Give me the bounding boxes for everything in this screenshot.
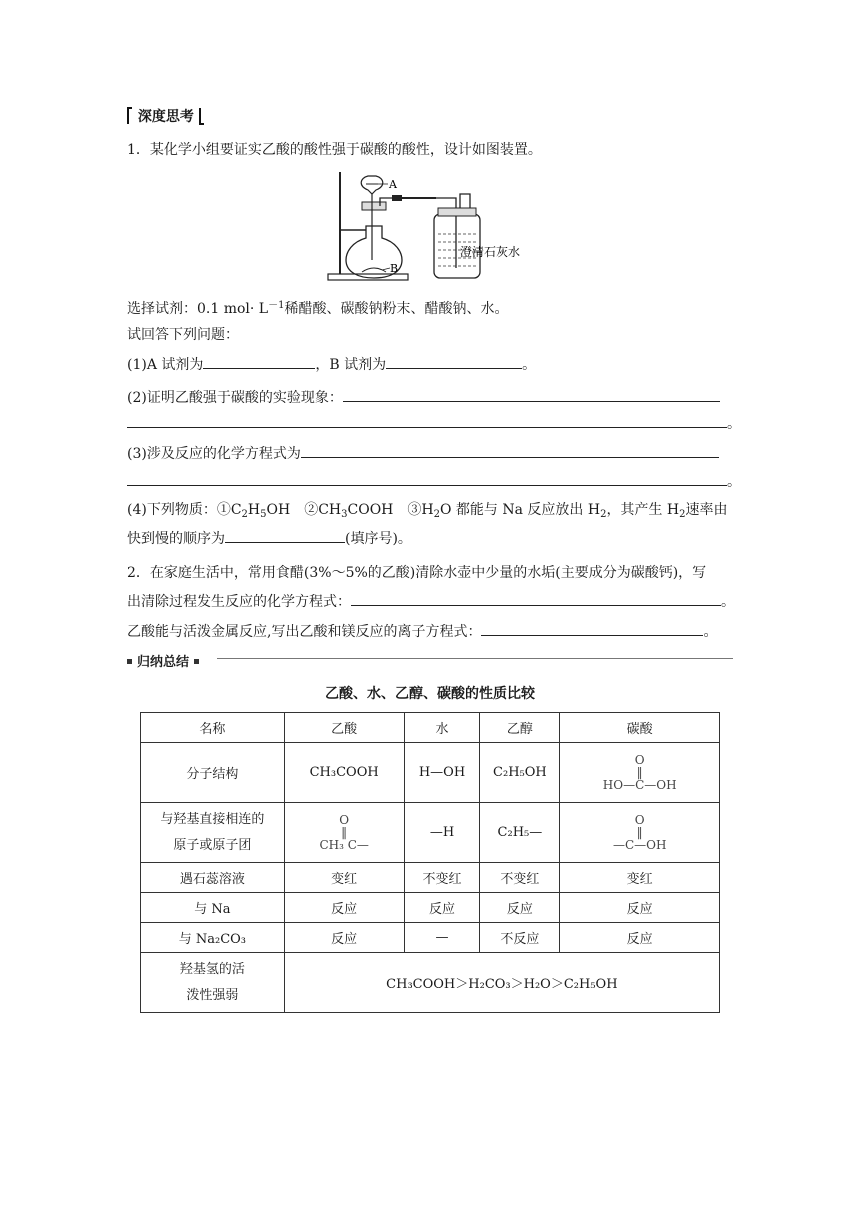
part3-label: (3)涉及反应的化学方程式为: [127, 446, 301, 462]
cell-ethanol-na2co3: 不反应: [480, 923, 560, 953]
sub-2a: 2: [241, 509, 248, 520]
part1-label-b: ，B 试剂为: [315, 357, 387, 373]
cell-water-structure: H—OH: [404, 743, 480, 803]
part4-text-f: ，其产生 H: [606, 502, 680, 518]
cell-ethanol-litmus: 不变红: [480, 863, 560, 893]
q2-line3: [127, 621, 717, 642]
double-bond-icon: ‖: [636, 764, 643, 779]
activity-label-line2: 泼性强弱: [186, 987, 239, 1003]
part4-suffix: (填序号)。: [345, 531, 412, 547]
row-label-litmus: 遇石蕊溶液: [141, 863, 285, 893]
carbonic-structure-formula: [603, 753, 677, 793]
part4-text-e: O 都能与 Na 反应放出 H: [439, 502, 601, 518]
comparison-table: [140, 712, 720, 1013]
table-row-structure: [141, 743, 720, 803]
double-bond-icon: ‖: [636, 824, 643, 839]
cell-acetic-structure: CH₃COOH: [284, 743, 404, 803]
cell-water-na2co3: —: [404, 923, 480, 953]
header-acetic: 乙酸: [284, 713, 404, 743]
cell-acetic-litmus: 变红: [284, 863, 404, 893]
part4-text-b: H: [247, 502, 261, 518]
answer-blank-part3-line2[interactable]: [127, 471, 727, 486]
q1-part1: [127, 354, 536, 375]
q1-prompt: 试回答下列问题：: [127, 327, 239, 343]
cell-acetic-group: [284, 803, 404, 863]
header-ethanol: 乙醇: [480, 713, 560, 743]
part2-label: (2)证明乙酸强于碳酸的实验现象：: [127, 390, 343, 406]
table-header-row: [141, 713, 720, 743]
part4-text-d: COOH ③H: [347, 502, 434, 518]
carbonic-backbone: HO—C—OH: [602, 777, 677, 792]
square-bullet-icon: [127, 659, 132, 664]
row-label-activity: [141, 953, 285, 1013]
table-row-litmus: [141, 863, 720, 893]
label-b: B: [390, 262, 399, 275]
cell-carbonic-group: [560, 803, 720, 863]
part4-text-g: 速率由: [685, 502, 728, 518]
part1-end: 。: [522, 357, 537, 373]
carboxyl-backbone: —C—OH: [612, 837, 667, 852]
section-heading: [127, 106, 205, 126]
answer-blank-part4[interactable]: [225, 528, 345, 543]
label-a: A: [389, 178, 397, 191]
sub-2c: 2: [600, 509, 607, 520]
header-name: 名称: [141, 713, 285, 743]
table-row-na2co3: [141, 923, 720, 953]
q1-part3-cont: [127, 471, 741, 492]
carbonyl-o: O: [634, 752, 645, 767]
group-label-line1: 与羟基直接相连的: [160, 811, 265, 827]
part4-text-c: OH ②CH: [266, 502, 342, 518]
q1-part2: [127, 387, 720, 408]
answer-blank-b[interactable]: [386, 354, 522, 369]
row-label-na2co3: 与 Na₂CO₃: [141, 923, 285, 953]
square-bullet-icon: [194, 659, 199, 664]
answer-blank-q2-equation[interactable]: [351, 591, 721, 606]
sub-2b: 2: [433, 509, 440, 520]
q1-reagents: [127, 296, 508, 319]
cell-water-na: 反应: [404, 893, 480, 923]
cell-ethanol-group: C₂H₅—: [480, 803, 560, 863]
answer-blank-q2-ionic[interactable]: [481, 621, 703, 636]
summary-rule: [217, 658, 733, 659]
q1-part4-line1: [127, 500, 727, 525]
header-water: 水: [404, 713, 480, 743]
bottle-label: 澄清石灰水: [460, 245, 521, 259]
reagents-sup: －1: [268, 300, 285, 311]
q2-line2: [127, 591, 735, 612]
cell-ethanol-structure: C₂H₅OH: [480, 743, 560, 803]
cell-carbonic-litmus: 变红: [560, 863, 720, 893]
row-label-group: [141, 803, 285, 863]
apparatus-figure: [322, 168, 538, 284]
acetyl-o: O: [339, 812, 350, 827]
acetyl-backbone: CH₃ C—: [319, 837, 369, 852]
q2-line1: 2．在家庭生活中，常用食醋(3%～5%的乙酸)清除水壶中少量的水垢(主要成分为碳酸钙)，写: [127, 565, 707, 581]
cell-water-litmus: 不变红: [404, 863, 480, 893]
cell-carbonic-na: 反应: [560, 893, 720, 923]
part4-label: 快到慢的顺序为: [127, 531, 225, 547]
cell-activity-order: CH₃COOH＞H₂CO₃＞H₂O＞C₂H₅OH: [284, 953, 719, 1013]
part2-period: 。: [727, 416, 741, 432]
carboxyl-o: O: [634, 812, 645, 827]
summary-header: [127, 651, 733, 670]
cell-carbonic-structure: [560, 743, 720, 803]
table-row-na: [141, 893, 720, 923]
activity-label-line1: 羟基氢的活: [179, 961, 245, 977]
q2-ionic-label: 乙酸能与活泼金属反应,写出乙酸和镁反应的离子方程式：: [127, 624, 482, 640]
answer-blank-a[interactable]: [203, 354, 315, 369]
group-label-line2: 原子或原子团: [173, 837, 252, 853]
row-label-structure: 分子结构: [141, 743, 285, 803]
header-carbonic: 碳酸: [560, 713, 720, 743]
reagents-suffix: 稀醋酸、碳酸钠粉末、醋酸钠、水。: [284, 301, 509, 317]
table-title: 乙酸、水、乙醇、碳酸的性质比较: [325, 686, 535, 702]
q1-intro: 1．某化学小组要证实乙酸的酸性强于碳酸的酸性，设计如图装置。: [127, 142, 542, 158]
double-bond-icon: ‖: [341, 824, 348, 839]
answer-blank-part3-line1[interactable]: [301, 443, 719, 458]
sub-2d: 2: [679, 509, 686, 520]
part4-text-a: (4)下列物质：①C: [127, 502, 242, 518]
right-bracket-icon: [199, 107, 205, 125]
answer-blank-part2-line1[interactable]: [343, 387, 720, 402]
cell-ethanol-na: 反应: [480, 893, 560, 923]
left-bracket-icon: [127, 107, 133, 125]
part1-label-a: (1)A 试剂为: [127, 357, 204, 373]
row-label-na: 与 Na: [141, 893, 285, 923]
table-row-group: [141, 803, 720, 863]
heading-text: 深度思考: [137, 109, 194, 125]
cell-acetic-na2co3: 反应: [284, 923, 404, 953]
reagents-prefix: 选择试剂：0.1 mol· L: [127, 301, 269, 317]
table-row-activity: [141, 953, 720, 1013]
cell-carbonic-na2co3: 反应: [560, 923, 720, 953]
cell-acetic-na: 反应: [284, 893, 404, 923]
q1-part4-line2: [127, 528, 412, 549]
q1-part2-cont: [127, 413, 741, 434]
part3-period: 。: [727, 474, 741, 490]
summary-label: 归纳总结: [137, 655, 190, 670]
carboxyl-structure-formula: [613, 813, 666, 853]
q2-period-1: 。: [721, 594, 735, 610]
acetyl-structure-formula: [319, 813, 368, 853]
q2-label: 出清除过程发生反应的化学方程式：: [127, 594, 351, 610]
cell-water-group: —H: [404, 803, 480, 863]
sub-3: 3: [341, 509, 348, 520]
sub-5: 5: [260, 509, 267, 520]
q1-part3: [127, 443, 719, 464]
answer-blank-part2-line2[interactable]: [127, 413, 727, 428]
q2-period-2: 。: [703, 624, 718, 640]
